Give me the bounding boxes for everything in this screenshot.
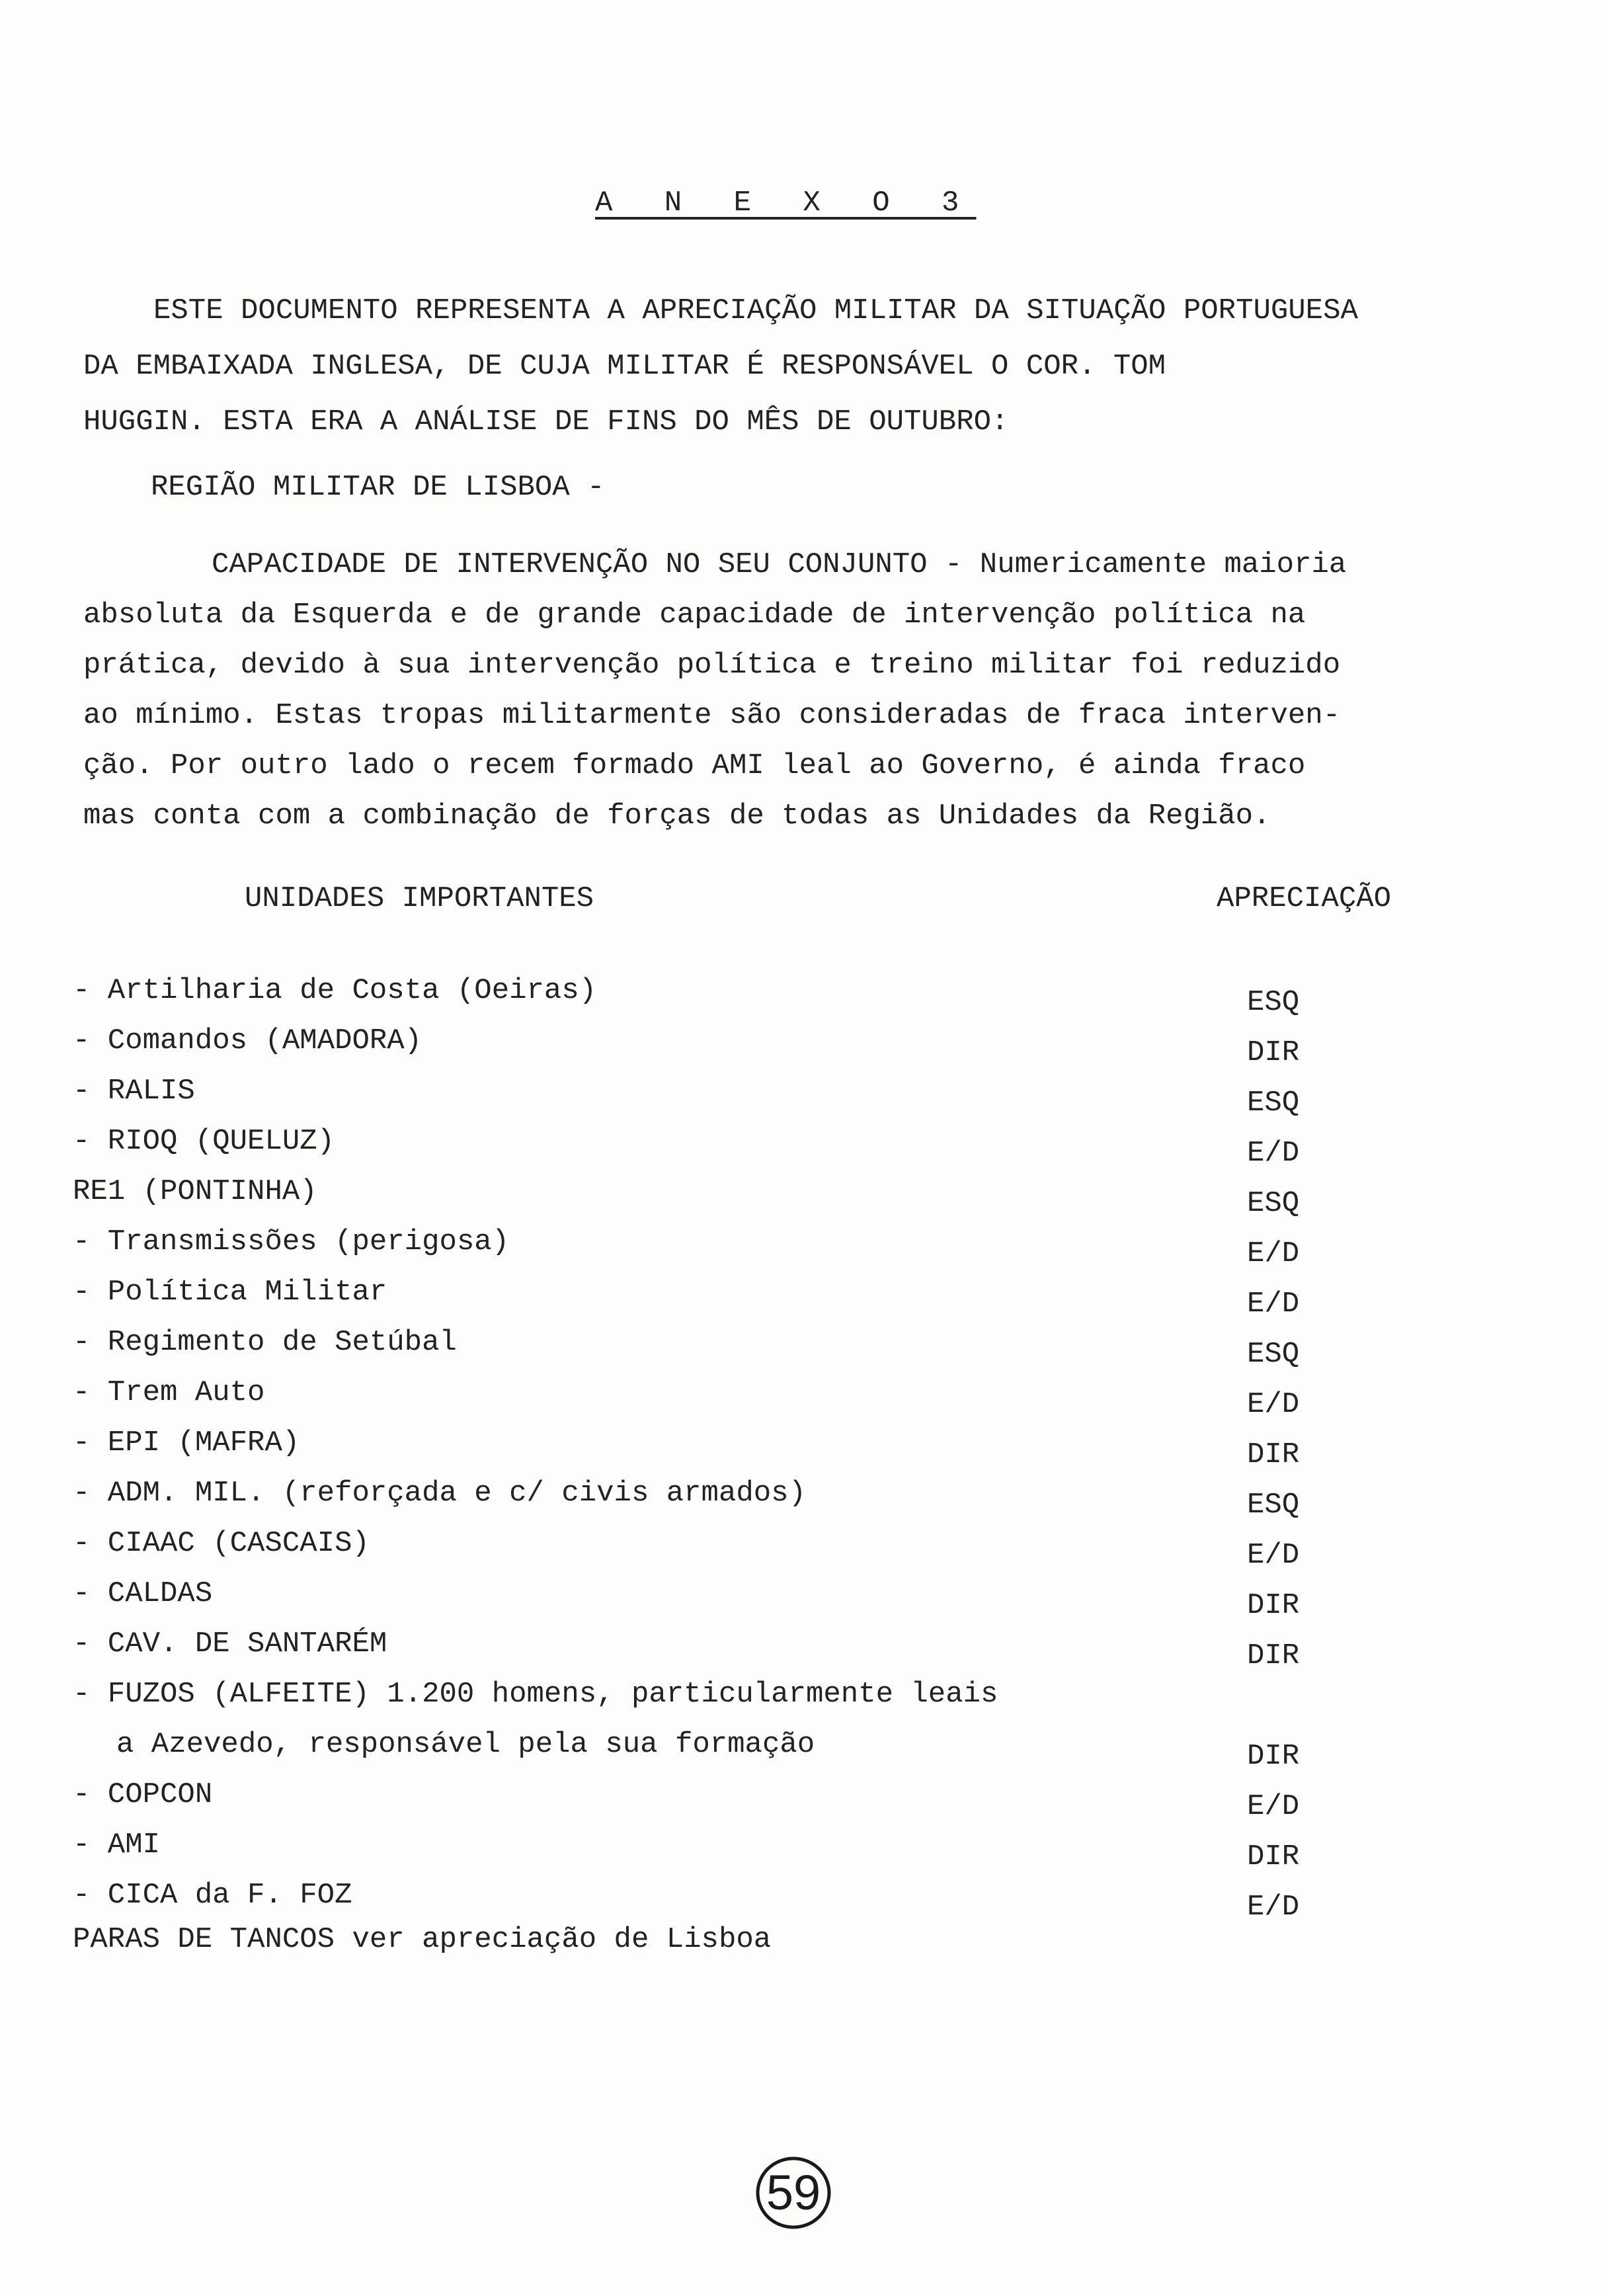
unit-appraisal: DIR <box>1247 1589 1300 1622</box>
appraisal-column-header: APRECIAÇÃO <box>1217 882 1392 915</box>
unit-name: - Regimento de Setúbal <box>73 1326 457 1359</box>
unit-row <box>73 1167 1527 1220</box>
unit-name: - AMI <box>73 1828 161 1862</box>
unit-row <box>73 1870 1527 1924</box>
unit-name: - COPCON <box>73 1778 213 1811</box>
intro-line: HUGGIN. ESTA ERA A ANÁLISE DE FINS DO MÊS DE OUTUBRO: <box>83 405 1009 438</box>
annex-title: A N E X O 3 <box>595 186 977 220</box>
unit-name-continuation: a Azevedo, responsável pela sua formação <box>116 1728 815 1761</box>
unit-appraisal: ESQ <box>1247 1489 1300 1522</box>
unit-row <box>73 1116 1527 1170</box>
unit-appraisal: DIR <box>1247 1740 1300 1773</box>
unit-row <box>73 1016 1527 1069</box>
unit-row <box>73 1569 1527 1622</box>
unit-appraisal: ESQ <box>1247 1338 1300 1371</box>
unit-name: - Comandos (AMADORA) <box>73 1024 422 1057</box>
capacity-line: mas conta com a combinação de forças de todas as Unidades da Região. <box>83 800 1271 833</box>
unit-row <box>73 1468 1527 1522</box>
capacity-paragraph <box>83 540 1346 841</box>
unit-name-line: - FUZOS (ALFEITE) 1.200 homens, particularmente leais <box>73 1678 998 1711</box>
unit-appraisal: E/D <box>1247 1137 1300 1170</box>
capacity-line: prática, devido à sua intervenção política e treino militar foi reduzido <box>83 649 1341 682</box>
unit-name: - Transmissões (perigosa) <box>73 1225 510 1258</box>
unit-name: RE1 (PONTINHA) <box>73 1175 317 1208</box>
unit-row <box>73 1669 1527 1773</box>
page-number: 59 <box>766 2165 821 2220</box>
unit-row <box>73 1770 1527 1823</box>
unit-row <box>73 1418 1527 1471</box>
intro-line: DA EMBAIXADA INGLESA, DE CUJA MILITAR É RESPONSÁVEL O COR. TOM <box>83 350 1166 383</box>
unit-row <box>73 1217 1527 1270</box>
unit-name: - Artilharia de Costa (Oeiras) <box>73 974 597 1007</box>
unit-appraisal: E/D <box>1247 1388 1300 1421</box>
capacity-line: ção. Por outro lado o recem formado AMI leal ao Governo, é ainda fraco <box>83 749 1306 782</box>
unit-name: - RIOQ (QUELUZ) <box>73 1125 335 1158</box>
intro-line: ESTE DOCUMENTO REPRESENTA A APRECIAÇÃO MILITAR DA SITUAÇÃO PORTUGUESA <box>153 294 1358 327</box>
unit-row <box>73 1619 1527 1672</box>
unit-appraisal: ESQ <box>1247 986 1300 1019</box>
unit-appraisal: E/D <box>1247 1891 1300 1924</box>
unit-name: - ADM. MIL. (reforçada e c/ civis armados) <box>73 1477 806 1510</box>
unit-name: - Política Militar <box>73 1276 387 1309</box>
unit-appraisal: ESQ <box>1247 1187 1300 1220</box>
unit-name: - EPI (MAFRA) <box>73 1426 300 1459</box>
unit-name <box>73 1669 998 1770</box>
unit-row <box>73 1518 1527 1572</box>
unit-row <box>73 965 1527 1019</box>
unit-appraisal: E/D <box>1247 1539 1300 1572</box>
intro-paragraph <box>83 283 1358 450</box>
unit-name: - CAV. DE SANTARÉM <box>73 1627 387 1660</box>
footnote: PARAS DE TANCOS ver apreciação de Lisboa <box>73 1923 772 1956</box>
unit-appraisal: E/D <box>1247 1237 1300 1270</box>
page-number-stamp <box>752 2152 834 2234</box>
units-column-header: UNIDADES IMPORTANTES <box>245 882 594 915</box>
unit-name: - RALIS <box>73 1075 195 1108</box>
unit-row <box>73 1368 1527 1421</box>
capacity-line: absoluta da Esquerda e de grande capacidade de intervenção política na <box>83 598 1306 632</box>
capacity-line: CAPACIDADE DE INTERVENÇÃO NO SEU CONJUNTO - Numericamente maioria <box>212 548 1347 581</box>
region-heading: REGIÃO MILITAR DE LISBOA - <box>151 471 605 504</box>
unit-row <box>73 1317 1527 1371</box>
unit-appraisal: DIR <box>1247 1036 1300 1069</box>
unit-name: - CALDAS <box>73 1577 213 1610</box>
unit-name: - Trem Auto <box>73 1376 265 1409</box>
unit-row <box>73 1267 1527 1321</box>
unit-appraisal: DIR <box>1247 1438 1300 1471</box>
unit-name: - CICA da F. FOZ <box>73 1879 352 1912</box>
unit-appraisal: E/D <box>1247 1288 1300 1321</box>
unit-appraisal: ESQ <box>1247 1086 1300 1120</box>
unit-row <box>73 1820 1527 1873</box>
unit-appraisal: E/D <box>1247 1790 1300 1823</box>
unit-appraisal: DIR <box>1247 1840 1300 1873</box>
unit-appraisal: DIR <box>1247 1639 1300 1672</box>
units-list <box>73 965 1527 1924</box>
unit-name: - CIAAC (CASCAIS) <box>73 1527 370 1560</box>
capacity-line: ao mínimo. Estas tropas militarmente são consideradas de fraca interven- <box>83 699 1341 732</box>
unit-row <box>73 1066 1527 1120</box>
